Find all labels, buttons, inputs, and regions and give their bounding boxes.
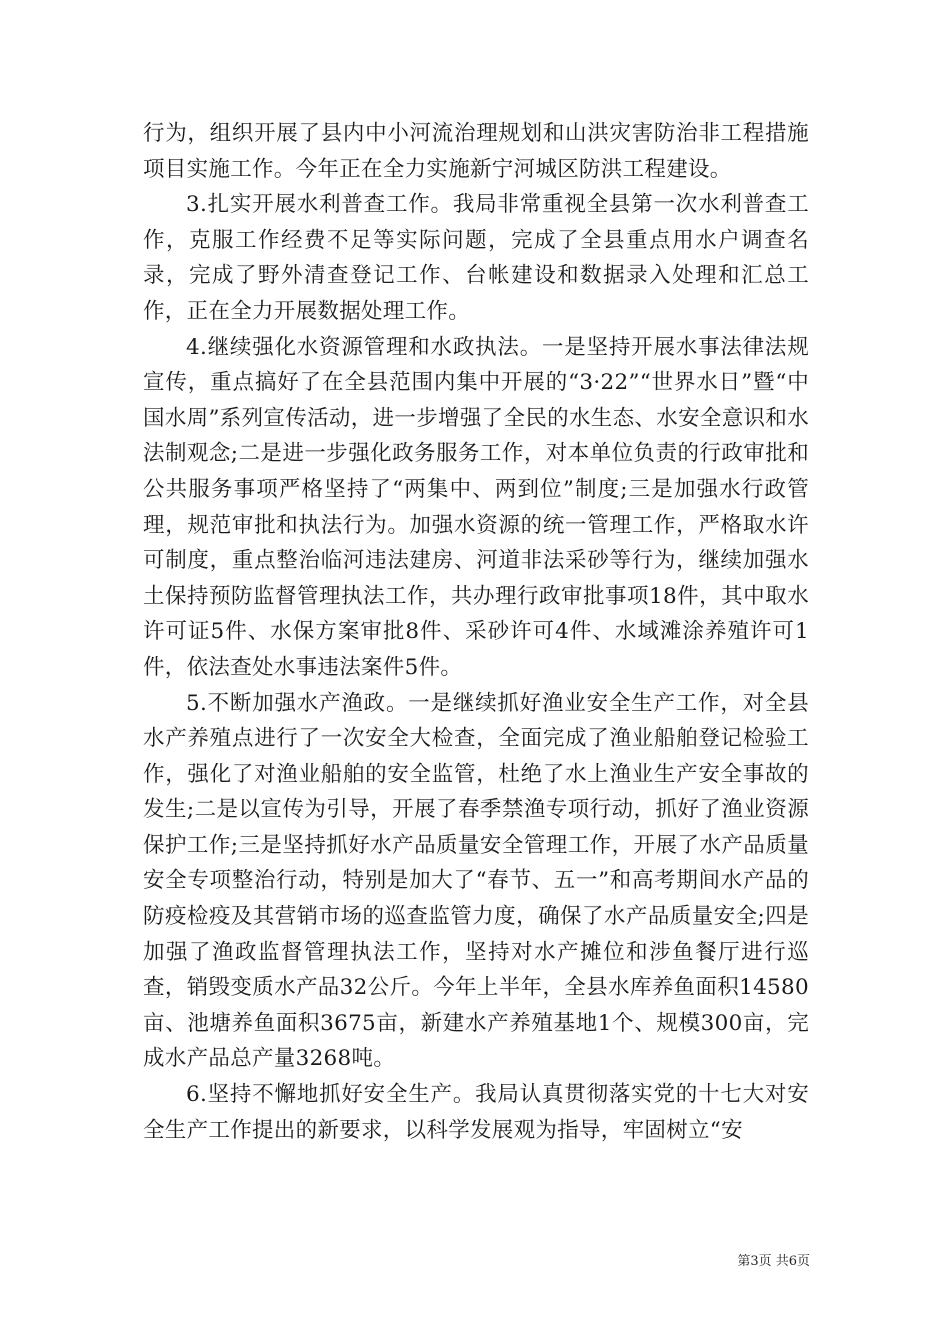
page-number-footer: 第3页 共6页 — [737, 1254, 810, 1269]
paragraph-item-5: 5.不断加强水产渔政。一是继续抓好渔业安全生产工作，对全县水产养殖点进行了一次安全大检查，全面完成了渔业船舶登记检验工作，强化了对渔业船舶的安全监管，杜绝了水上渔业生产安全事故的发生;二是以宣传为引导，开展了春季禁渔专项行动，抓好了渔业资源保护工作;三是坚持抓好水产品质量安全管理工作，开展了水产品质量安全专项整治行动，特别是加大了“春节、五一”和高考期间水产品的防疫检疫及其营销市场的巡查监管力度，确保了水产品质量安全;四是加强了渔政监督管理执法工作，坚持对水产摊位和涉鱼餐厅进行巡查，销毁变质水产品32公斤。今年上半年，全县水库养鱼面积14580亩、池塘养鱼面积3675亩，新建水产养殖基地1个、规模300亩，完成水产品总产量3268吨。 — [143, 690, 809, 1072]
document-page — [143, 116, 809, 1148]
paragraph-item-4: 4.继续强化水资源管理和水政执法。一是坚持开展水事法律法规宣传，重点搞好了在全县范围内集中开展的“3·22”“世界水日”暨“中国水周”系列宣传活动，进一步增强了全民的水生态、水安全意识和水法制观念;二是进一步强化政务服务工作，对本单位负责的行政审批和公共服务事项严格坚持了“两集中、两到位”制度;三是加强水行政管理，规范审批和执法行为。加强水资源的统一管理工作，严格取水许可制度，重点整治临河违法建房、河道非法采砂等行为，继续加强水土保持预防监督管理执法工作，共办理行政审批事项18件，其中取水许可证5件、水保方案审批8件、采砂许可4件、水域滩涂养殖许可1件，依法查处水事违法案件5件。 — [143, 334, 809, 680]
paragraph-continuation: 行为，组织开展了县内中小河流治理规划和山洪灾害防治非工程措施项目实施工作。今年正在全力实施新宁河城区防洪工程建设。 — [143, 121, 809, 182]
paragraph-item-3: 3.扎实开展水利普查工作。我局非常重视全县第一次水利普查工作，克服工作经费不足等实际问题，完成了全县重点用水户调查名录，完成了野外清查登记工作、台帐建设和数据录入处理和汇总工作，正在全力开展数据处理工作。 — [143, 192, 809, 324]
paragraph-item-6: 6.坚持不懈地抓好安全生产。我局认真贯彻落实党的十七大对安全生产工作提出的新要求，以科学发展观为指导，牢固树立“安 — [143, 1082, 809, 1143]
